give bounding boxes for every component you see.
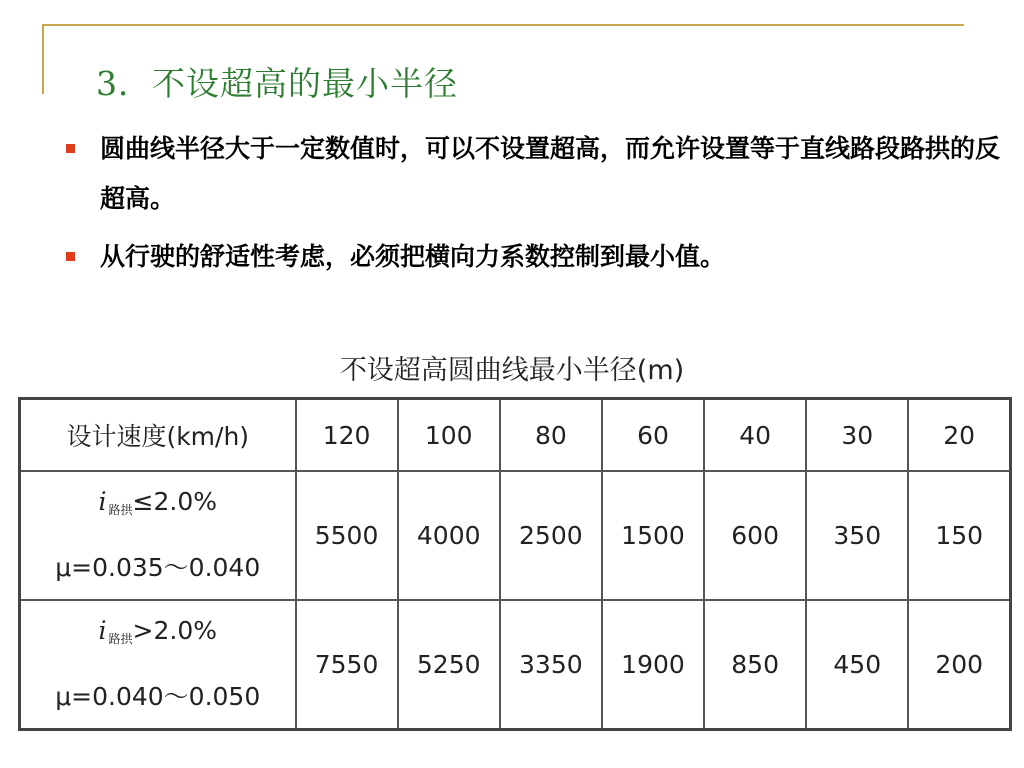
radius-cell: 3350: [500, 600, 602, 730]
speed-cell: 40: [704, 399, 806, 472]
bullet-text: 从行驶的舒适性考虑，必须把横向力系数控制到最小值。: [100, 242, 726, 271]
slope-symbol: i: [98, 487, 107, 517]
radius-cell: 7550: [296, 600, 398, 730]
bullet-item: [60, 124, 1014, 224]
radius-cell: 1900: [602, 600, 704, 730]
radius-cell: 5500: [296, 471, 398, 600]
speed-cell: 30: [806, 399, 908, 472]
slope-range: ≤2.0%: [132, 487, 217, 517]
condition-cell: [20, 471, 296, 600]
slope-symbol: i: [98, 616, 107, 646]
speed-cell: 80: [500, 399, 602, 472]
bullet-square-icon: [66, 252, 75, 261]
speed-cell: 20: [908, 399, 1010, 472]
frame-top-line: [42, 24, 964, 26]
design-speed-label: 设计速度(km/h): [20, 399, 296, 472]
min-radius-table: [18, 397, 1012, 731]
condition-cell: [20, 600, 296, 730]
speed-cell: 120: [296, 399, 398, 472]
slope-subscript: 路拱: [108, 503, 133, 518]
bullet-item: [60, 232, 1014, 282]
radius-cell: 600: [704, 471, 806, 600]
bullet-square-icon: [66, 144, 75, 153]
speed-cell: 60: [602, 399, 704, 472]
crown-slope-condition: [21, 473, 295, 539]
radius-cell: 1500: [602, 471, 704, 600]
radius-cell: 2500: [500, 471, 602, 600]
radius-cell: 450: [806, 600, 908, 730]
slope-range: >2.0%: [132, 616, 217, 646]
frame-left-line: [42, 24, 44, 94]
radius-cell: 850: [704, 600, 806, 730]
radius-cell: 5250: [398, 600, 500, 730]
slope-subscript: 路拱: [108, 632, 133, 647]
friction-coefficient-range: μ=0.035～0.040: [55, 553, 261, 583]
slide-title: 3．不设超高的最小半径: [96, 64, 458, 103]
friction-coefficient-range: μ=0.040～0.050: [55, 682, 261, 712]
radius-cell: 150: [908, 471, 1010, 600]
radius-cell: 350: [806, 471, 908, 600]
table-header-row: [20, 399, 1011, 472]
table-row: [20, 600, 1011, 730]
bullet-text: 圆曲线半径大于一定数值时，可以不设置超高，而允许设置等于直线路段路拱的反超高。: [100, 134, 1001, 213]
table-caption: 不设超高圆曲线最小半径(m): [339, 355, 685, 386]
radius-cell: 200: [908, 600, 1010, 730]
radius-cell: 4000: [398, 471, 500, 600]
bullet-list: [60, 124, 1014, 290]
crown-slope-condition: [21, 602, 295, 668]
speed-cell: 100: [398, 399, 500, 472]
table-row: [20, 471, 1011, 600]
